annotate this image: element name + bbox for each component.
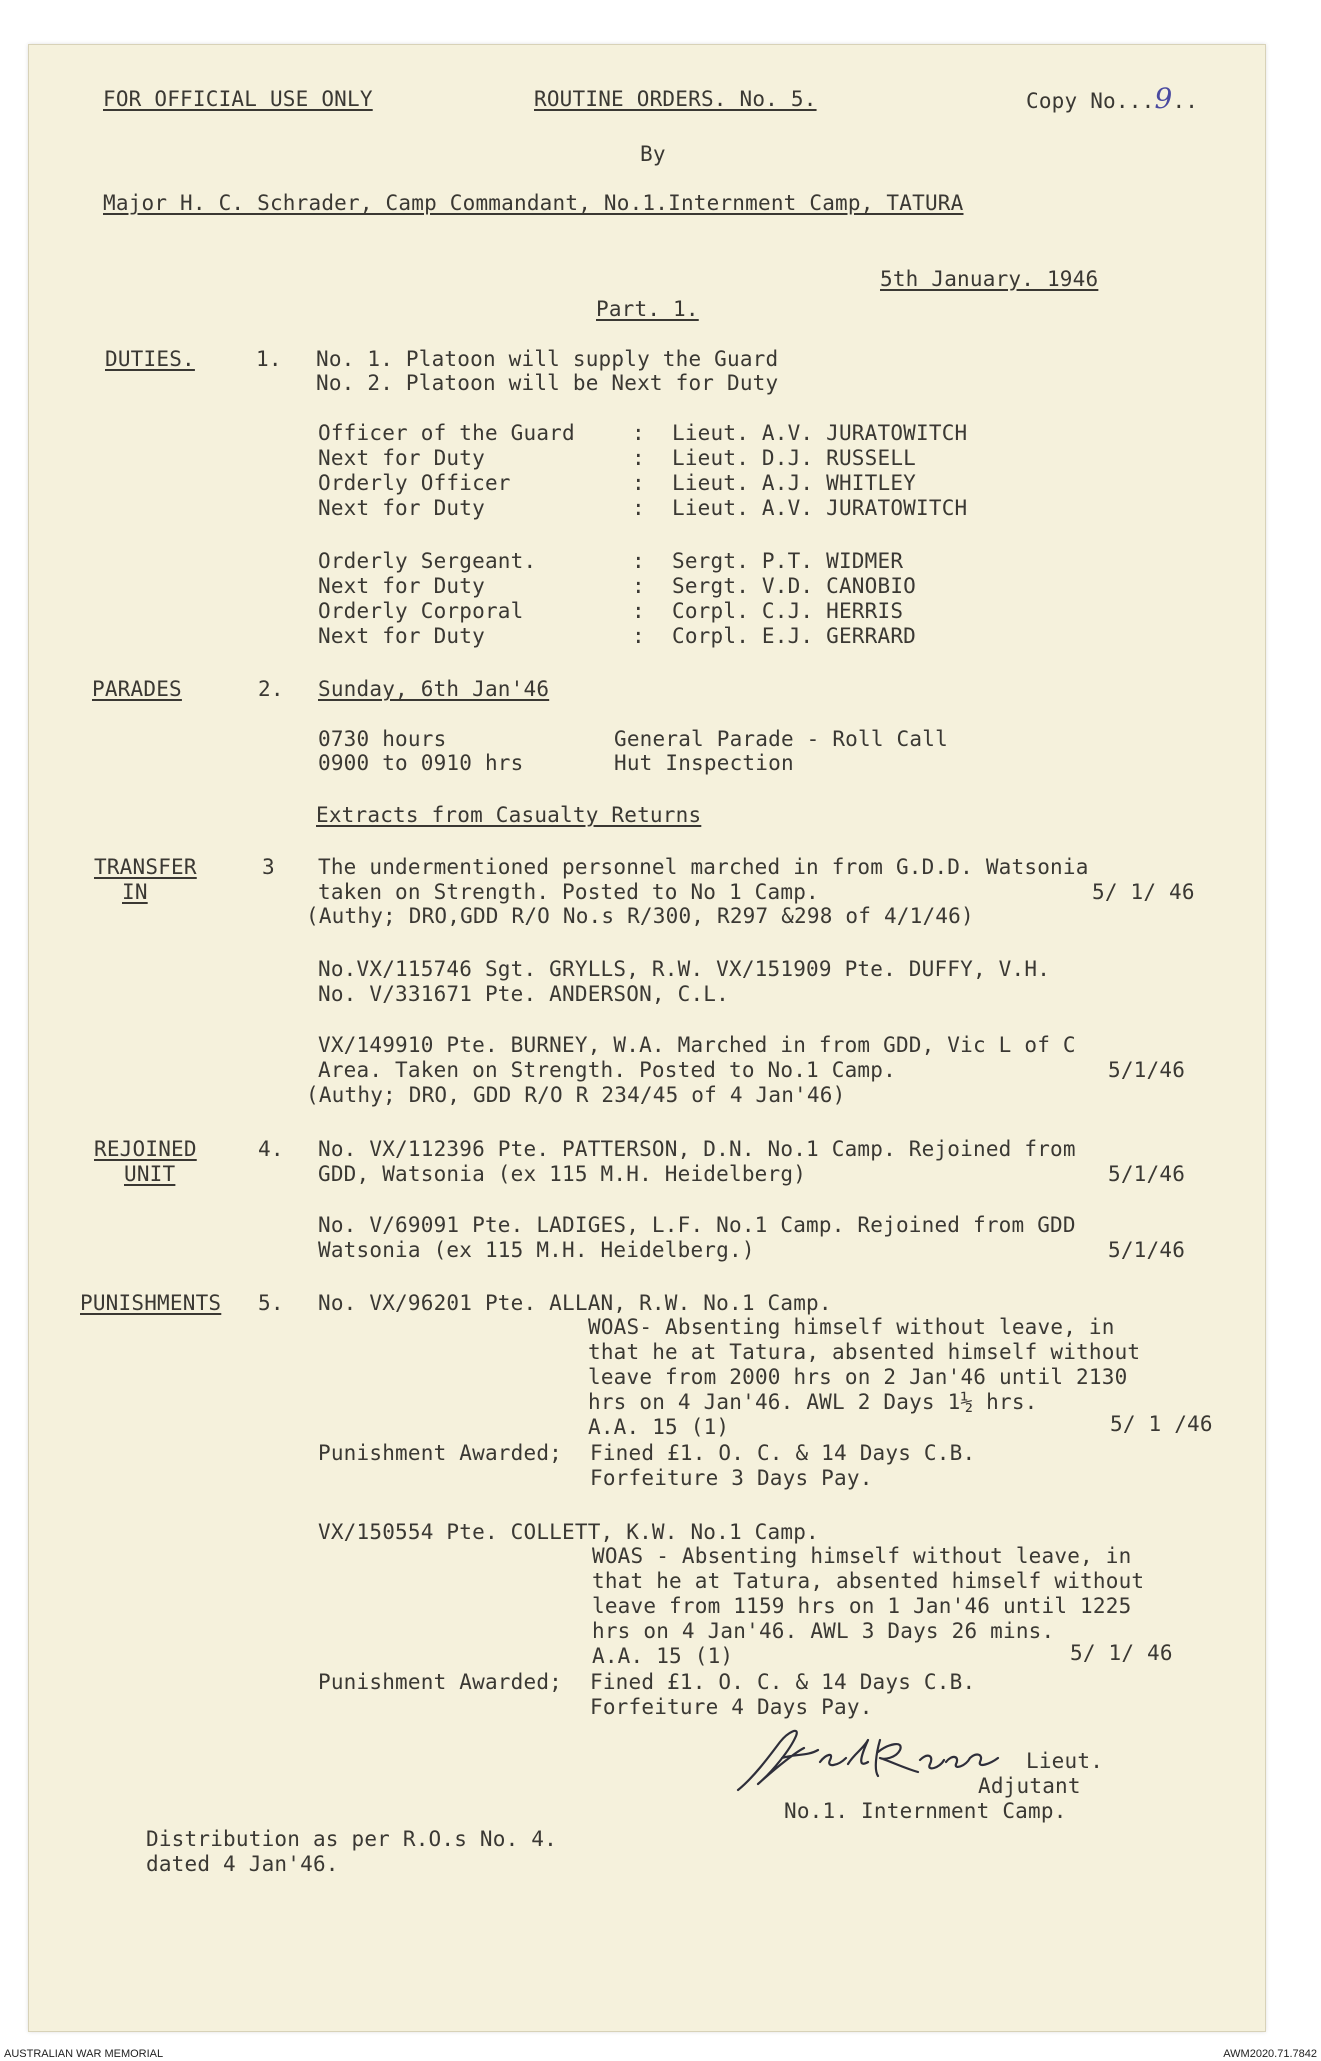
duty-role: Orderly Officer — [318, 471, 511, 495]
transfer-line: The undermentioned personnel marched in from G.D.D. Watsonia — [318, 855, 1089, 879]
parade-time: 0900 to 0910 hrs — [318, 751, 524, 775]
parade-time: 0730 hours — [318, 727, 447, 751]
parade-event: General Parade - Roll Call — [614, 727, 948, 751]
transfer-second-date: 5/1/46 — [1108, 1058, 1186, 1082]
transfer-date: 5/ 1/ 46 — [1092, 880, 1195, 904]
footer-accession: AWM2020.71.7842 — [1223, 2048, 1317, 2060]
punishment-award: Fined £1. O. C. & 14 Days C.B. — [590, 1670, 976, 1694]
duty-separator: : — [632, 599, 645, 623]
duty-name: Sergt. V.D. CANOBIO — [672, 574, 917, 598]
duty-name: Lieut. A.J. WHITLEY — [672, 471, 917, 495]
duties-line-2: No. 2. Platoon will be Next for Duty — [316, 371, 779, 395]
rejoined-line: No. V/69091 Pte. LADIGES, L.F. No.1 Camp. Rejoined from GDD — [318, 1213, 1076, 1237]
duty-separator: : — [632, 496, 645, 520]
duties-number: 1. — [256, 347, 282, 371]
rejoined-number: 4. — [258, 1137, 284, 1161]
punishment-award: Fined £1. O. C. & 14 Days C.B. — [590, 1441, 976, 1465]
duties-line-1: No. 1. Platoon will supply the Guard — [316, 347, 779, 371]
duty-role: Orderly Sergeant. — [318, 549, 537, 573]
classification-label: FOR OFFICIAL USE ONLY — [103, 87, 373, 111]
punishment-charge-line: that he at Tatura, absented himself without — [588, 1340, 1141, 1364]
punishment-charge-line: hrs on 4 Jan'46. AWL 3 Days 26 mins. — [592, 1619, 1055, 1643]
duty-separator: : — [632, 471, 645, 495]
duties-heading: DUTIES. — [105, 347, 195, 371]
duty-role: Orderly Corporal — [318, 599, 524, 623]
issuer-line: Major H. C. Schrader, Camp Commandant, No.1.Internment Camp, TATURA — [103, 191, 964, 215]
copy-number-handwritten: 9 — [1154, 82, 1173, 115]
transfer-second-line: Area. Taken on Strength. Posted to No.1 Camp. — [318, 1058, 896, 1082]
footer-source: AUSTRALIAN WAR MEMORIAL — [4, 2048, 164, 2060]
duty-name: Corpl. C.J. HERRIS — [672, 599, 904, 623]
part-heading: Part. 1. — [596, 297, 699, 321]
duty-role: Next for Duty — [318, 446, 485, 470]
punishment-charge-line: A.A. 15 (1) — [588, 1415, 730, 1439]
punishment-charge-line: that he at Tatura, absented himself without — [592, 1569, 1145, 1593]
order-date: 5th January. 1946 — [880, 267, 1099, 291]
parade-event: Hut Inspection — [614, 751, 794, 775]
duty-separator: : — [632, 446, 645, 470]
transfer-personnel: No. V/331671 Pte. ANDERSON, C.L. — [318, 982, 729, 1006]
punishment-date: 5/ 1 /46 — [1110, 1412, 1213, 1436]
punishment-award-label: Punishment Awarded; — [318, 1441, 563, 1465]
extracts-heading: Extracts from Casualty Returns — [316, 803, 702, 827]
distribution-line-1: Distribution as per R.O.s No. 4. — [146, 1827, 557, 1851]
parade-day: Sunday, 6th Jan'46 — [318, 677, 550, 701]
punishment-forfeit: Forfeiture 4 Days Pay. — [590, 1695, 873, 1719]
rejoined-line: Watsonia (ex 115 M.H. Heidelberg.) — [318, 1238, 755, 1262]
transfer-number: 3 — [262, 855, 275, 879]
parades-number: 2. — [258, 677, 284, 701]
duty-separator: : — [632, 574, 645, 598]
punishment-charge-line: leave from 1159 hrs on 1 Jan'46 until 1225 — [592, 1594, 1132, 1618]
duty-role: Officer of the Guard — [318, 421, 575, 445]
duty-name: Lieut. A.V. JURATOWITCH — [672, 496, 968, 520]
transfer-line: taken on Strength. Posted to No 1 Camp. — [318, 880, 819, 904]
punishment-charge-line: WOAS- Absenting himself without leave, in — [588, 1315, 1115, 1339]
punishments-number: 5. — [258, 1291, 284, 1315]
punishment-charge-line: WOAS - Absenting himself without leave, in — [592, 1544, 1132, 1568]
punishment-charge-line: A.A. 15 (1) — [592, 1644, 734, 1668]
duty-name: Lieut. A.V. JURATOWITCH — [672, 421, 968, 445]
by-line: By — [640, 142, 666, 166]
rejoined-line: No. VX/112396 Pte. PATTERSON, D.N. No.1 Camp. Rejoined from — [318, 1137, 1076, 1161]
duty-role: Next for Duty — [318, 574, 485, 598]
transfer-second-line: (Authy; DRO, GDD R/O R 234/45 of 4 Jan'46) — [306, 1083, 846, 1107]
punishment-soldier: No. VX/96201 Pte. ALLAN, R.W. No.1 Camp. — [318, 1291, 832, 1315]
transfer-heading-2: IN — [122, 880, 148, 904]
transfer-heading: TRANSFER — [94, 855, 197, 879]
punishment-forfeit: Forfeiture 3 Days Pay. — [590, 1466, 873, 1490]
copy-label: Copy No... — [1026, 89, 1155, 113]
duty-name: Corpl. E.J. GERRARD — [672, 624, 917, 648]
rejoined-date: 5/1/46 — [1108, 1162, 1186, 1186]
duty-role: Next for Duty — [318, 624, 485, 648]
transfer-line: (Authy; DRO,GDD R/O No.s R/300, R297 &298 of 4/1/46) — [306, 904, 974, 928]
duty-name: Sergt. P.T. WIDMER — [672, 549, 904, 573]
duty-separator: : — [632, 549, 645, 573]
duty-role: Next for Duty — [318, 496, 485, 520]
rejoined-date: 5/1/46 — [1108, 1238, 1186, 1262]
rejoined-line: GDD, Watsonia (ex 115 M.H. Heidelberg) — [318, 1162, 807, 1186]
signatory-role: Adjutant — [978, 1774, 1081, 1798]
parades-heading: PARADES — [92, 677, 182, 701]
signatory-unit: No.1. Internment Camp. — [784, 1799, 1067, 1823]
document-title: ROUTINE ORDERS. No. 5. — [534, 87, 817, 111]
punishment-date: 5/ 1/ 46 — [1070, 1641, 1173, 1665]
copy-number-field — [1026, 82, 1199, 115]
punishment-soldier: VX/150554 Pte. COLLETT, K.W. No.1 Camp. — [318, 1520, 819, 1544]
rejoined-heading: REJOINED — [94, 1137, 197, 1161]
copy-suffix: .. — [1172, 89, 1199, 113]
punishment-charge-line: leave from 2000 hrs on 2 Jan'46 until 2130 — [588, 1365, 1128, 1389]
punishment-charge-line: hrs on 4 Jan'46. AWL 2 Days 1½ hrs. — [588, 1390, 1038, 1414]
duty-separator: : — [632, 421, 645, 445]
duty-name: Lieut. D.J. RUSSELL — [672, 446, 917, 470]
punishments-heading: PUNISHMENTS — [80, 1291, 222, 1315]
duty-separator: : — [632, 624, 645, 648]
signatory-rank: Lieut. — [1026, 1749, 1104, 1773]
handwritten-signature — [708, 1718, 1008, 1798]
rejoined-heading-2: UNIT — [124, 1162, 176, 1186]
transfer-second-line: VX/149910 Pte. BURNEY, W.A. Marched in from GDD, Vic L of C — [318, 1033, 1076, 1057]
distribution-line-2: dated 4 Jan'46. — [146, 1852, 339, 1876]
transfer-personnel: No.VX/115746 Sgt. GRYLLS, R.W. VX/151909 Pte. DUFFY, V.H. — [318, 957, 1051, 981]
punishment-award-label: Punishment Awarded; — [318, 1670, 563, 1694]
